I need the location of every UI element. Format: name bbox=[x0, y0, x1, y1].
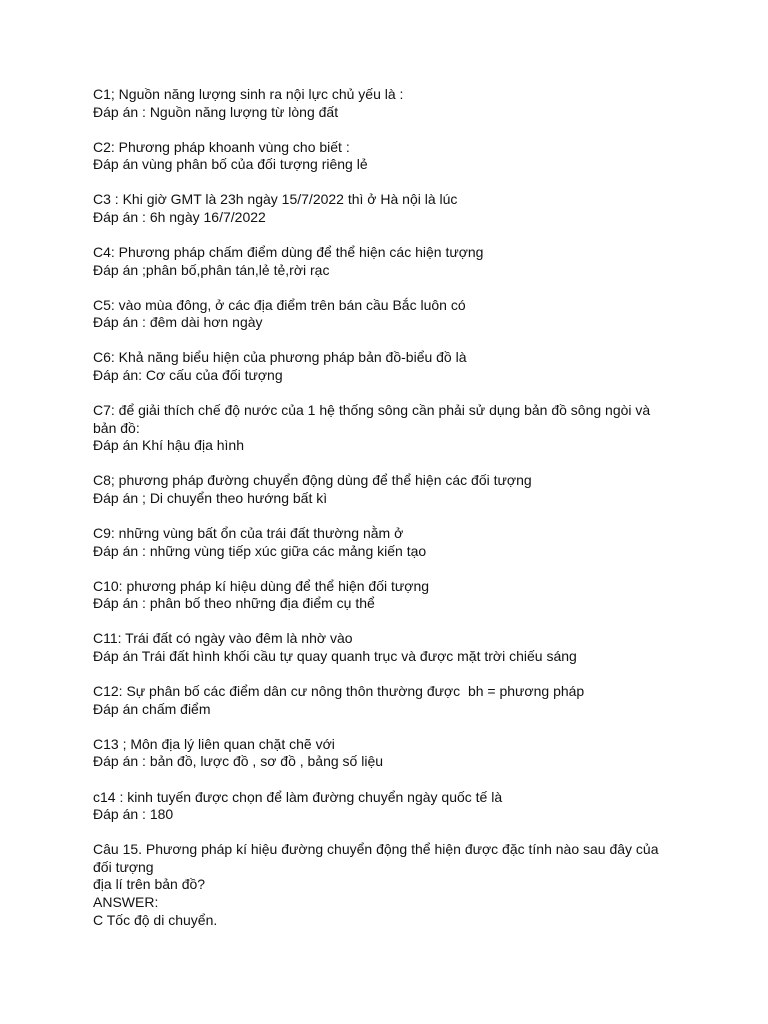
question-text: C5: vào mùa đông, ở các địa điểm trên bán cầu Bắc luôn có bbox=[93, 296, 466, 313]
answer-text: Đáp án ;phân bố,phân tán,lẻ tẻ,rời rạc bbox=[93, 261, 330, 278]
qa-item-4 bbox=[93, 244, 713, 279]
answer-text: Đáp án : 180 bbox=[93, 806, 174, 823]
qa-item-2 bbox=[93, 139, 713, 174]
qa-item-11 bbox=[93, 630, 713, 665]
question-text: C13 ; Môn địa lý liên quan chặt chẽ với bbox=[93, 735, 335, 752]
question-text: C10: phương pháp kí hiệu dùng để thể hiện đối tượng bbox=[93, 577, 430, 594]
question-text: C12: Sự phân bố các điểm dân cư nông thôn thường được bh = phương pháp bbox=[93, 683, 585, 700]
answer-text: Đáp án chấm điểm bbox=[93, 700, 211, 717]
qa-item-7 bbox=[93, 402, 713, 455]
qa-item-10 bbox=[93, 578, 713, 613]
answer-text: Đáp án ; Di chuyển theo hướng bất kì bbox=[93, 490, 328, 506]
answer-text: Đáp án : đêm dài hơn ngày bbox=[93, 314, 263, 331]
question-text: C8; phương pháp đường chuyển động dùng để thể hiện các đối tượng bbox=[93, 472, 532, 489]
answer-text: Đáp án : bản đồ, lược đồ , sơ đồ , bảng số liệu bbox=[93, 753, 384, 770]
question-text: C2: Phương pháp khoanh vùng cho biết : bbox=[93, 138, 350, 155]
question-text: C11: Trái đất có ngày vào đêm là nhờ vào bbox=[93, 630, 353, 647]
question-text: C1; Nguồn năng lượng sinh ra nội lực chủ yếu là : bbox=[93, 86, 404, 102]
question-text: C4: Phương pháp chấm điểm dùng để thể hiện các hiện tượng bbox=[93, 244, 484, 261]
answer-heading: ANSWER: bbox=[93, 894, 159, 910]
question-text-continued: đối tượng bbox=[93, 858, 154, 875]
qa-item-5 bbox=[93, 297, 713, 332]
qa-item-9 bbox=[93, 525, 713, 560]
question-text: C3 : Khi giờ GMT là 23h ngày 15/7/2022 thì ở Hà nội là lúc bbox=[93, 191, 458, 208]
qa-item-3 bbox=[93, 191, 713, 226]
answer-text: Đáp án Khí hậu địa hình bbox=[93, 437, 245, 454]
qa-item-13 bbox=[93, 736, 713, 771]
qa-item-14 bbox=[93, 789, 713, 824]
answer-text: Đáp án : những vùng tiếp xúc giữa các mảng kiến tạo bbox=[93, 542, 427, 559]
answer-text: Đáp án: Cơ cấu của đối tượng bbox=[93, 367, 283, 384]
question-text-continued: bản đồ: bbox=[93, 419, 140, 436]
answer-text: Đáp án : 6h ngày 16/7/2022 bbox=[93, 208, 266, 225]
document-page bbox=[93, 86, 713, 947]
qa-item-12 bbox=[93, 683, 713, 718]
qa-item-15 bbox=[93, 841, 713, 929]
qa-item-6 bbox=[93, 349, 713, 384]
answer-text: C Tốc độ di chuyển. bbox=[93, 911, 218, 928]
question-text: Câu 15. Phương pháp kí hiệu đường chuyển động thể hiện được đặc tính nào sau đây của bbox=[93, 841, 659, 858]
qa-item-1 bbox=[93, 86, 713, 121]
question-text: C6: Khả năng biểu hiện của phương pháp bản đồ-biểu đồ là bbox=[93, 349, 467, 366]
answer-text: Đáp án : phân bố theo những địa điểm cụ thể bbox=[93, 595, 375, 612]
answer-text: Đáp án Trái đất hình khối cầu tự quay quanh trục và được mặt trời chiếu sáng bbox=[93, 648, 577, 665]
answer-text: Đáp án vùng phân bố của đối tượng riêng lẻ bbox=[93, 156, 368, 173]
qa-item-8 bbox=[93, 472, 713, 507]
answer-text: Đáp án : Nguồn năng lượng từ lòng đất bbox=[93, 103, 339, 120]
question-text-continued: địa lí trên bản đồ? bbox=[93, 876, 206, 893]
question-text: c14 : kinh tuyến được chọn để làm đường chuyển ngày quốc tế là bbox=[93, 788, 503, 805]
question-text: C9: những vùng bất ổn của trái đất thường nằm ở bbox=[93, 525, 404, 542]
question-text: C7: để giải thích chế độ nước của 1 hệ thống sông cần phải sử dụng bản đồ sông ngòi và bbox=[93, 402, 651, 419]
